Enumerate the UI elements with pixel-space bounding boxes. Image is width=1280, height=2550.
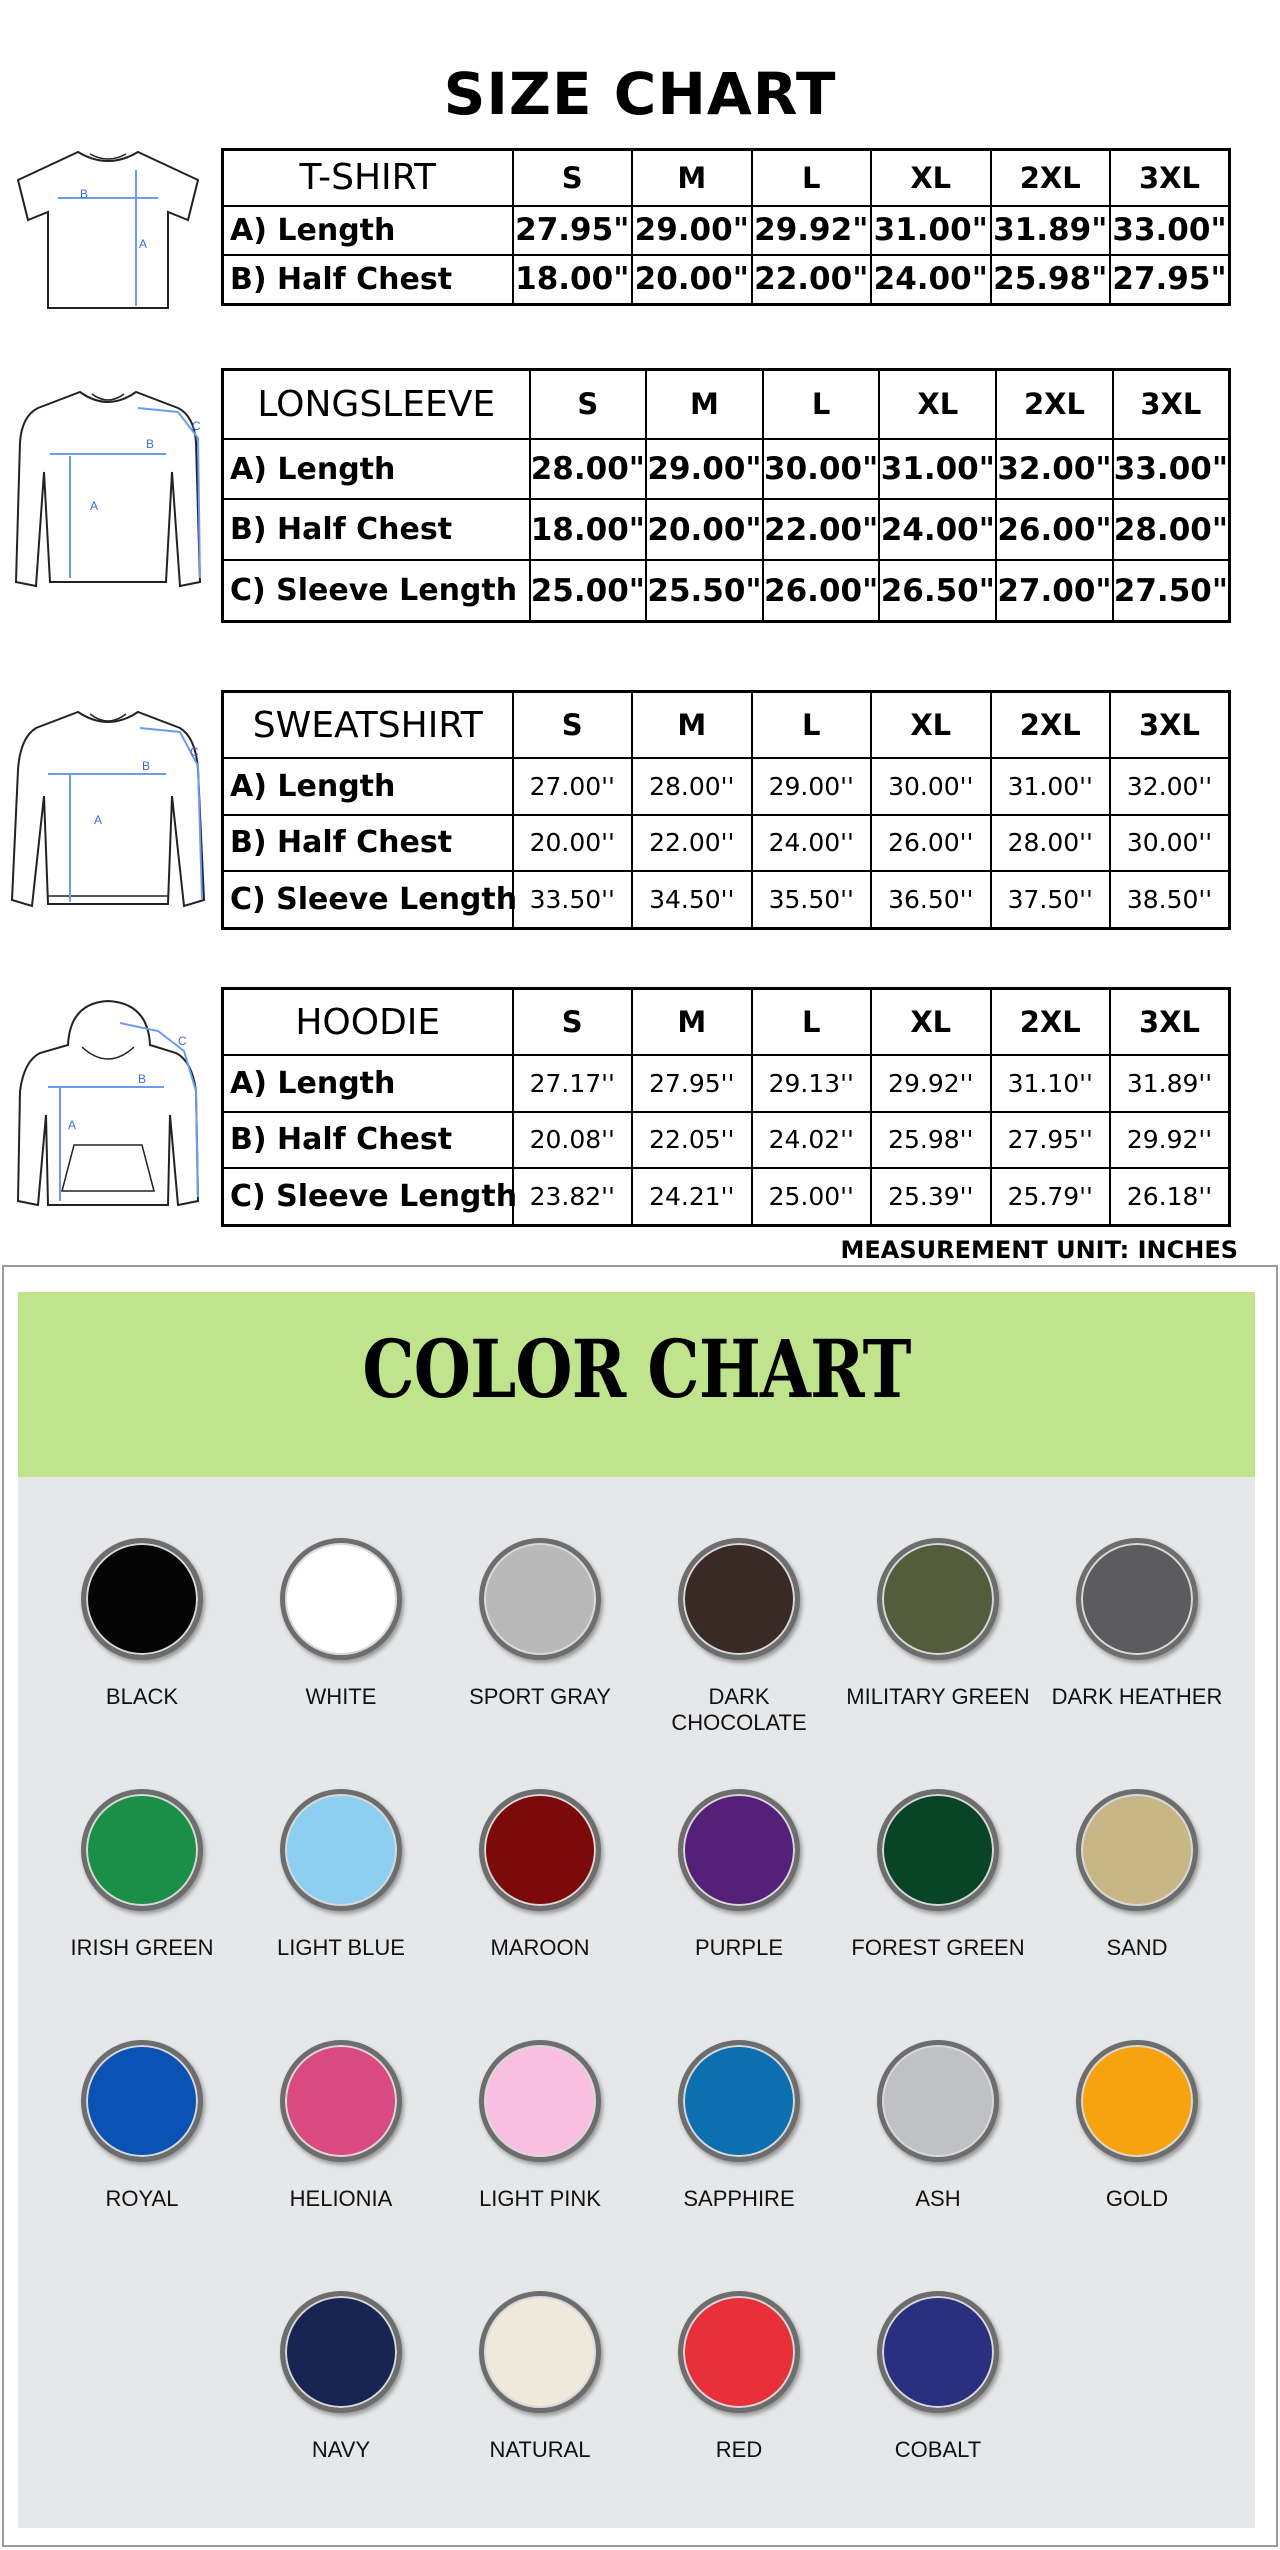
color-name-label: DARK CHOCOLATE (671, 1684, 807, 1735)
measurement-value: 27.17'' (513, 1055, 633, 1112)
color-name-label: WHITE (305, 1684, 377, 1709)
measurement-value: 25.79'' (991, 1168, 1111, 1225)
color-circle (877, 1789, 999, 1911)
color-chart-title: COLOR CHART (362, 1322, 911, 1416)
size-header: S (513, 692, 633, 759)
measurement-value: 30.00'' (871, 758, 991, 815)
measurement-value: 25.50" (646, 560, 763, 621)
measurement-value: 33.00" (1113, 439, 1230, 500)
svg-text:C: C (178, 1034, 187, 1048)
color-circle (280, 2040, 402, 2162)
measurement-value: 29.92" (752, 206, 872, 255)
color-swatch (440, 1538, 640, 1710)
measurement-value: 29.00" (632, 206, 752, 255)
measurement-value: 31.89'' (1110, 1055, 1230, 1112)
measurement-value: 23.82'' (513, 1168, 633, 1225)
size-header: XL (871, 989, 991, 1056)
measurement-value: 29.92'' (1110, 1112, 1230, 1169)
color-name-label: IRISH GREEN (70, 1935, 214, 1960)
measurement-value: 26.00" (996, 499, 1113, 560)
size-header: M (646, 370, 763, 439)
size-header: S (513, 989, 633, 1056)
svg-text:A: A (90, 499, 99, 513)
size-header: L (752, 989, 872, 1056)
measurement-value: 25.98" (991, 255, 1111, 305)
color-swatch (1037, 2040, 1237, 2212)
svg-text:C: C (192, 419, 201, 433)
measurement-value: 29.13'' (752, 1055, 872, 1112)
color-name-label: PURPLE (694, 1935, 784, 1960)
color-circle (1076, 1789, 1198, 1911)
measurement-value: 31.89" (991, 206, 1111, 255)
size-header: 2XL (991, 150, 1111, 206)
size-header: 3XL (1110, 150, 1230, 206)
color-name-label: LIGHT BLUE (277, 1935, 405, 1960)
color-circle (81, 2040, 203, 2162)
color-name-label: ASH (915, 2186, 961, 2211)
measurement-value: 33.50'' (513, 871, 633, 928)
color-name-label: ROYAL (105, 2186, 179, 2211)
color-name-label: SAPPHIRE (683, 2186, 795, 2211)
color-name-label: DARK HEATHER (1051, 1684, 1223, 1709)
color-name-label: FOREST GREEN (851, 1935, 1025, 1960)
size-header: XL (871, 692, 991, 759)
measurement-value: 25.00" (530, 560, 647, 621)
size-header: 2XL (991, 692, 1111, 759)
svg-text:B: B (80, 187, 89, 201)
color-swatch (42, 1789, 242, 1961)
measurement-value: 29.00'' (752, 758, 872, 815)
color-swatch (42, 2040, 242, 2212)
color-name-label: NAVY (311, 2437, 371, 2462)
color-swatch (241, 1789, 441, 1961)
color-swatch (42, 1538, 242, 1710)
measurement-value: 34.50'' (632, 871, 752, 928)
size-header: XL (879, 370, 996, 439)
measurement-label: B) Half Chest (223, 815, 513, 872)
color-swatch (639, 2291, 839, 2463)
measurement-value: 36.50'' (871, 871, 991, 928)
color-swatch (1037, 1789, 1237, 1961)
color-swatch (838, 1789, 1038, 1961)
measurement-unit-note: MEASUREMENT UNIT: INCHES (840, 1236, 1238, 1264)
measurement-value: 20.00" (646, 499, 763, 560)
measurement-value: 28.00'' (632, 758, 752, 815)
size-header: L (752, 150, 872, 206)
color-swatch (639, 1538, 839, 1736)
size-header: M (632, 989, 752, 1056)
size-header: 3XL (1110, 692, 1230, 759)
measurement-value: 22.05'' (632, 1112, 752, 1169)
measurement-value: 31.00" (879, 439, 996, 500)
measurement-value: 28.00" (1113, 499, 1230, 560)
measurement-value: 24.02'' (752, 1112, 872, 1169)
color-circle (877, 2040, 999, 2162)
size-header: 3XL (1110, 989, 1230, 1056)
color-name-label: MAROON (490, 1935, 590, 1960)
color-name-label: RED (715, 2437, 763, 2462)
svg-text:A: A (68, 1118, 77, 1132)
color-circle (1076, 1538, 1198, 1660)
measurement-value: 27.00'' (513, 758, 633, 815)
color-name-label: SAND (1106, 1935, 1168, 1960)
table-product-name: T-SHIRT (223, 150, 513, 206)
color-name-label: LIGHT PINK (479, 2186, 601, 2211)
measurement-value: 27.95" (513, 206, 633, 255)
measurement-label: A) Length (223, 758, 513, 815)
measurement-value: 24.00'' (752, 815, 872, 872)
hoodie-size-table (221, 987, 1231, 1227)
measurement-label: A) Length (223, 206, 513, 255)
measurement-label: A) Length (223, 439, 530, 500)
tshirt-size-table (221, 148, 1231, 306)
color-swatch (241, 1538, 441, 1710)
measurement-value: 29.92'' (871, 1055, 991, 1112)
color-circle (1076, 2040, 1198, 2162)
measurement-value: 27.95" (1110, 255, 1230, 305)
color-circle (479, 2040, 601, 2162)
svg-text:B: B (142, 759, 151, 773)
color-circle (678, 1789, 800, 1911)
size-header: S (530, 370, 647, 439)
measurement-label: C) Sleeve Length (223, 560, 530, 621)
measurement-value: 31.00'' (991, 758, 1111, 815)
color-circle (280, 2291, 402, 2413)
measurement-label: B) Half Chest (223, 255, 513, 305)
measurement-value: 30.00" (763, 439, 880, 500)
color-circle (678, 2291, 800, 2413)
measurement-value: 35.50'' (752, 871, 872, 928)
measurement-value: 24.00" (871, 255, 991, 305)
color-name-label: SPORT GRAY (469, 1684, 611, 1709)
measurement-value: 27.50" (1113, 560, 1230, 621)
color-name-label: GOLD (1105, 2186, 1169, 2211)
color-circle (280, 1789, 402, 1911)
table-product-name: LONGSLEEVE (223, 370, 530, 439)
measurement-value: 24.21'' (632, 1168, 752, 1225)
measurement-value: 20.08'' (513, 1112, 633, 1169)
measurement-value: 28.00" (530, 439, 647, 500)
color-circle (678, 1538, 800, 1660)
svg-text:B: B (138, 1072, 147, 1086)
measurement-value: 38.50'' (1110, 871, 1230, 928)
measurement-value: 24.00" (879, 499, 996, 560)
color-swatch (440, 2040, 640, 2212)
svg-text:B: B (146, 437, 155, 451)
measurement-value: 29.00" (646, 439, 763, 500)
measurement-label: C) Sleeve Length (223, 1168, 513, 1225)
size-header: 3XL (1113, 370, 1230, 439)
color-swatch (241, 2291, 441, 2463)
measurement-label: C) Sleeve Length (223, 871, 513, 928)
color-name-label: MILITARY GREEN (846, 1684, 1030, 1709)
color-name-label: COBALT (894, 2437, 982, 2462)
size-header: XL (871, 150, 991, 206)
measurement-label: A) Length (223, 1055, 513, 1112)
color-circle (479, 2291, 601, 2413)
measurement-value: 26.00'' (871, 815, 991, 872)
longsleeve-diagram (8, 382, 208, 602)
measurement-value: 22.00" (763, 499, 880, 560)
size-header: M (632, 692, 752, 759)
size-header: M (632, 150, 752, 206)
measurement-value: 32.00'' (1110, 758, 1230, 815)
longsleeve-size-table (221, 368, 1231, 623)
measurement-value: 28.00'' (991, 815, 1111, 872)
svg-text:A: A (139, 237, 148, 251)
size-header: S (513, 150, 633, 206)
color-swatch (639, 2040, 839, 2212)
measurement-value: 30.00'' (1110, 815, 1230, 872)
measurement-value: 25.00'' (752, 1168, 872, 1225)
measurement-value: 20.00'' (513, 815, 633, 872)
color-name-label: NATURAL (489, 2437, 591, 2462)
color-swatch (440, 2291, 640, 2463)
color-circle (280, 1538, 402, 1660)
measurement-value: 33.00" (1110, 206, 1230, 255)
measurement-value: 26.50" (879, 560, 996, 621)
color-swatch (241, 2040, 441, 2212)
measurement-value: 27.95'' (991, 1112, 1111, 1169)
hoodie-diagram (8, 995, 208, 1217)
color-name-label: HELIONIA (289, 2186, 393, 2211)
measurement-value: 18.00" (530, 499, 647, 560)
sweatshirt-size-table (221, 690, 1231, 930)
measurement-value: 22.00" (752, 255, 872, 305)
measurement-value: 27.95'' (632, 1055, 752, 1112)
color-circle (877, 1538, 999, 1660)
color-swatch (838, 1538, 1038, 1710)
size-header: 2XL (996, 370, 1113, 439)
color-swatch (838, 2040, 1038, 2212)
color-swatch (440, 1789, 640, 1961)
measurement-label: B) Half Chest (223, 499, 530, 560)
svg-text:A: A (94, 813, 103, 827)
color-swatch (838, 2291, 1038, 2463)
measurement-value: 31.10'' (991, 1055, 1111, 1112)
color-circle (81, 1789, 203, 1911)
color-circle (81, 1538, 203, 1660)
sweatshirt-diagram (8, 700, 208, 925)
svg-text:C: C (190, 745, 199, 759)
size-chart-title: SIZE CHART (443, 60, 837, 128)
measurement-value: 22.00'' (632, 815, 752, 872)
measurement-label: B) Half Chest (223, 1112, 513, 1169)
measurement-value: 18.00" (513, 255, 633, 305)
table-product-name: SWEATSHIRT (223, 692, 513, 759)
color-circle (479, 1538, 601, 1660)
color-swatch (639, 1789, 839, 1961)
color-swatch (1037, 1538, 1237, 1710)
color-circle (877, 2291, 999, 2413)
tshirt-diagram (8, 140, 208, 320)
measurement-value: 25.98'' (871, 1112, 991, 1169)
measurement-value: 32.00" (996, 439, 1113, 500)
measurement-value: 20.00" (632, 255, 752, 305)
table-product-name: HOODIE (223, 989, 513, 1056)
measurement-value: 27.00" (996, 560, 1113, 621)
measurement-value: 25.39'' (871, 1168, 991, 1225)
color-circle (678, 2040, 800, 2162)
measurement-value: 31.00" (871, 206, 991, 255)
measurement-value: 26.00" (763, 560, 880, 621)
color-name-label: BLACK (105, 1684, 179, 1709)
color-circle (479, 1789, 601, 1911)
size-header: L (763, 370, 880, 439)
size-header: 2XL (991, 989, 1111, 1056)
measurement-value: 37.50'' (991, 871, 1111, 928)
size-header: L (752, 692, 872, 759)
measurement-value: 26.18'' (1110, 1168, 1230, 1225)
